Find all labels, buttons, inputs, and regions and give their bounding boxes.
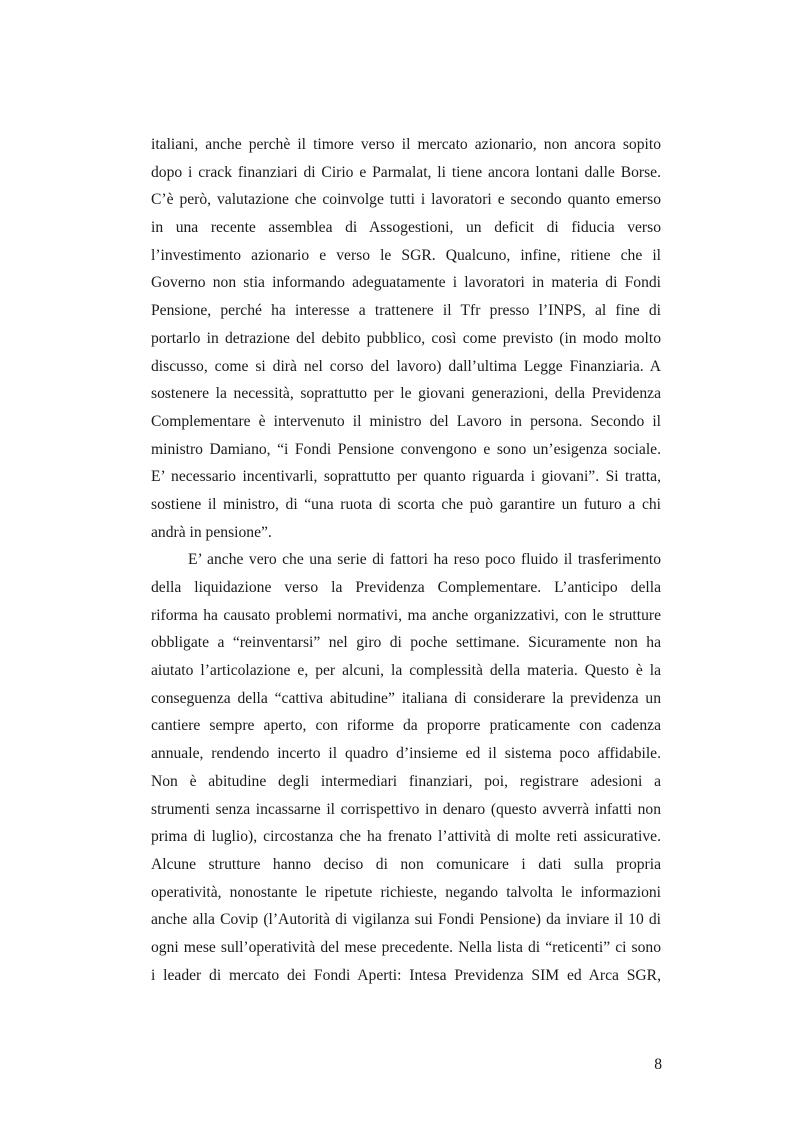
text-line: della liquidazione verso la Previdenza Complementare. L’anticipo della: [151, 579, 661, 596]
text-line: anche alla Covip (l’Autorità di vigilanza sui Fondi Pensione) da inviare il 10 di: [151, 911, 661, 929]
text-line: sostiene il ministro, di “una ruota di scorta che può garantire un futuro a chi: [151, 495, 661, 513]
text-line: italiani, anche perchè il timore verso il mercato azionario, non ancora sopito: [151, 136, 661, 153]
text-line: operatività, nonostante le ripetute richieste, negando talvolta le informazioni: [151, 883, 661, 901]
text-line: Non è abitudine degli intermediari finanziari, poi, registrare adesioni a: [151, 772, 661, 790]
text-line: conseguenza della “cattiva abitudine” italiana di considerare la previdenza un: [151, 689, 661, 707]
text-line: Pensione, perché ha interesse a trattenere il Tfr presso l’INPS, al fine di: [151, 302, 661, 320]
text-line: annuale, rendendo incerto il quadro d’insieme ed il sistema poco affidabile.: [151, 745, 661, 763]
text-line: obbligate a “reinventarsi” nel giro di poche settimane. Sicuramente non ha: [151, 634, 661, 652]
text-line: ogni mese sull’operatività del mese precedente. Nella lista di “reticenti” ci sono: [151, 938, 661, 956]
text-line: E’ necessario incentivarli, soprattutto per quanto riguarda i giovani”. Si tratta,: [151, 468, 661, 486]
text-line: riforma ha causato problemi normativi, ma anche organizzativi, con le strutture: [151, 606, 661, 624]
text-line: prima di luglio), circostanza che ha frenato l’attività di molte reti assicurative.: [151, 828, 661, 846]
text-line: i leader di mercato dei Fondi Aperti: Intesa Previdenza SIM ed Arca SGR,: [151, 966, 661, 984]
text-line: cantiere sempre aperto, con riforme da proporre praticamente con cadenza: [151, 717, 661, 735]
text-line: in una recente assemblea di Assogestioni, un deficit di fiducia verso: [151, 219, 661, 237]
text-line: andrà in pensione”.: [151, 523, 272, 541]
text-line: Alcune strutture hanno deciso di non comunicare i dati sulla propria: [151, 855, 661, 873]
page-number: 8: [654, 1056, 662, 1073]
text-line: discusso, come si dirà nel corso del lavoro) dall’ultima Legge Finanziaria. A: [151, 357, 661, 375]
text-line: C’è però, valutazione che coinvolge tutti i lavoratori e secondo quanto emerso: [151, 191, 661, 209]
text-line: strumenti senza incassarne il corrispettivo in denaro (questo avverrà infatti non: [151, 800, 661, 818]
text-line: sostenere la necessità, soprattutto per le giovani generazioni, della Previdenza: [151, 385, 661, 403]
text-line: aiutato l’articolazione e, per alcuni, la complessità della materia. Questo è la: [151, 662, 661, 680]
paragraph-1: [151, 131, 661, 546]
text-line: Governo non stia informando adeguatamente i lavoratori in materia di Fondi: [151, 274, 661, 292]
body-text: [151, 131, 661, 989]
text-line: E’ anche vero che una serie di fattori ha reso poco fluido il trasferimento: [188, 551, 661, 569]
text-line: Complementare è intervenuto il ministro del Lavoro in persona. Secondo il: [151, 412, 661, 430]
text-line: portarlo in detrazione del debito pubblico, così come previsto (in modo molto: [151, 329, 661, 347]
paragraph-2: [151, 546, 661, 989]
text-line: dopo i crack finanziari di Cirio e Parmalat, li tiene ancora lontani dalle Borse.: [151, 163, 661, 181]
text-line: ministro Damiano, “i Fondi Pensione convengono e sono un’esigenza sociale.: [151, 440, 661, 458]
text-line: l’investimento azionario e verso le SGR. Qualcuno, infine, ritiene che il: [151, 246, 661, 264]
